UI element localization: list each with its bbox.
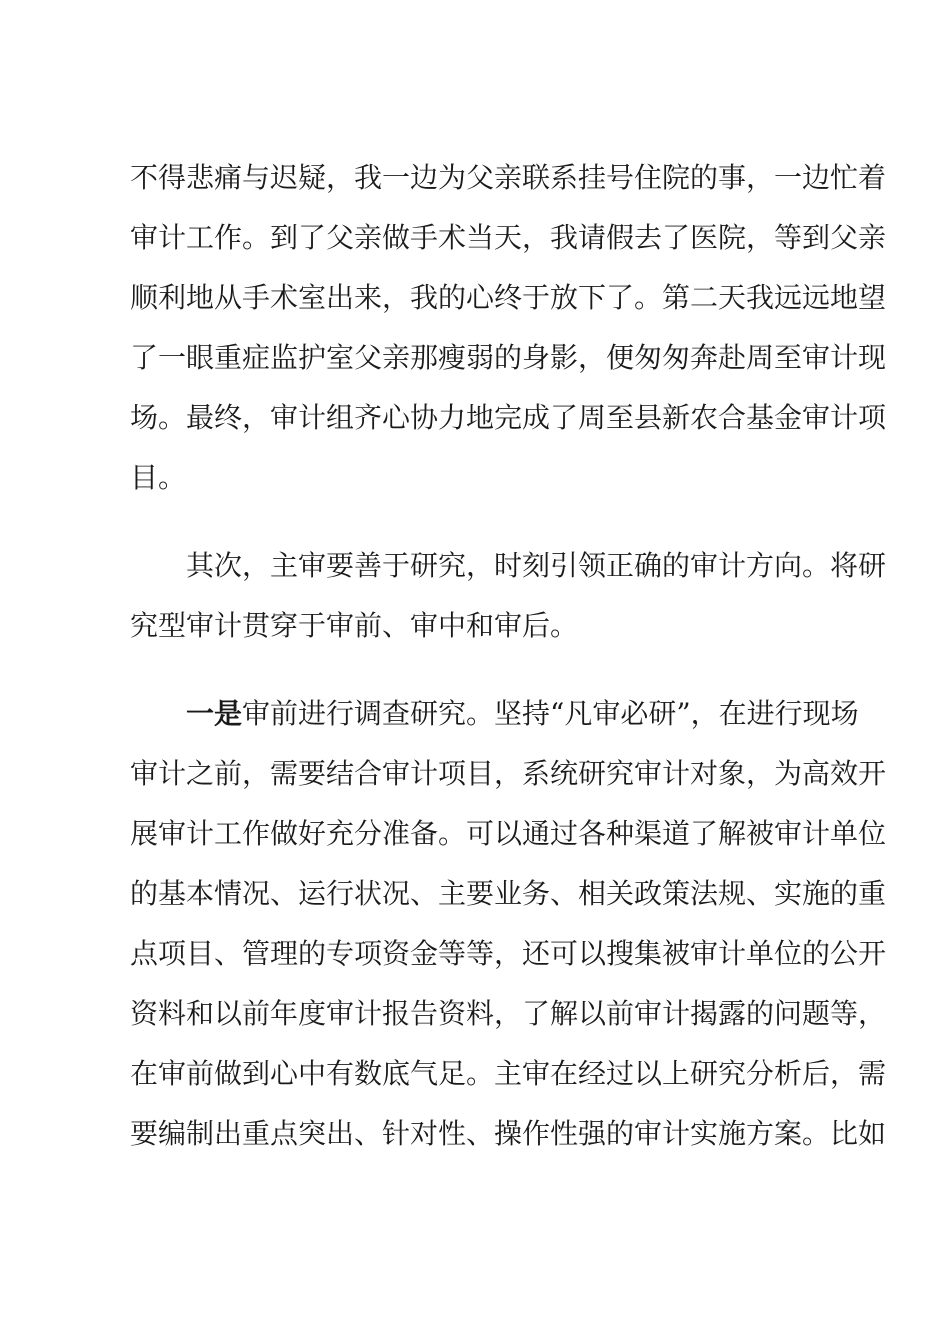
paragraph-1-line-5 (0, 398, 950, 438)
paragraph-3-line-4 (0, 874, 950, 914)
text-line: 究型审计贯穿于审前、审中和审后。 (130, 609, 579, 642)
paragraph-3-line-3 (0, 814, 950, 854)
text-line: 审计工作。到了父亲做手术当天，我请假去了医院，等到父亲 (130, 221, 887, 254)
paragraph-3-line-8 (0, 1114, 950, 1154)
text-line: 顺利地从手术室出来，我的心终于放下了。第二天我远远地望 (130, 281, 887, 314)
text-line: 审前进行调查研究。坚持“凡审必研”，在进行现场 (242, 697, 859, 730)
paragraph-1-line-1 (0, 158, 950, 198)
text-line: 不得悲痛与迟疑，我一边为父亲联系挂号住院的事，一边忙着 (130, 161, 887, 194)
paragraph-1-line-4 (0, 338, 950, 378)
paragraph-3-line-6 (0, 994, 950, 1034)
paragraph-3-line-1 (0, 694, 950, 734)
text-line: 资料和以前年度审计报告资料，了解以前审计揭露的问题等， (130, 997, 887, 1030)
text-line: 要编制出重点突出、针对性、操作性强的审计实施方案。比如 (130, 1117, 887, 1150)
lead-bold-text: 一是 (186, 697, 243, 730)
paragraph-3-line-7 (0, 1054, 950, 1094)
paragraph-1-line-2 (0, 218, 950, 258)
paragraph-2-line-1 (0, 546, 950, 586)
paragraph-1-line-3 (0, 278, 950, 318)
text-line: 了一眼重症监护室父亲那瘦弱的身影，便匆匆奔赴周至审计现 (130, 341, 887, 374)
text-line: 的基本情况、运行状况、主要业务、相关政策法规、实施的重 (130, 877, 887, 910)
text-line: 在审前做到心中有数底气足。主审在经过以上研究分析后，需 (130, 1057, 887, 1090)
text-line: 点项目、管理的专项资金等等，还可以搜集被审计单位的公开 (130, 937, 887, 970)
text-line: 其次，主审要善于研究，时刻引领正确的审计方向。将研 (186, 549, 887, 582)
paragraph-3-line-2 (0, 754, 950, 794)
paragraph-3-first-line (186, 694, 859, 734)
text-line: 展审计工作做好充分准备。可以通过各种渠道了解被审计单位 (130, 817, 887, 850)
text-line: 目。 (130, 461, 187, 494)
text-line: 审计之前，需要结合审计项目，系统研究审计对象，为高效开 (130, 757, 887, 790)
paragraph-1-line-6 (0, 458, 950, 498)
paragraph-2-line-2 (0, 606, 950, 646)
paragraph-3-line-5 (0, 934, 950, 974)
text-line: 场。最终，审计组齐心协力地完成了周至县新农合基金审计项 (130, 401, 887, 434)
